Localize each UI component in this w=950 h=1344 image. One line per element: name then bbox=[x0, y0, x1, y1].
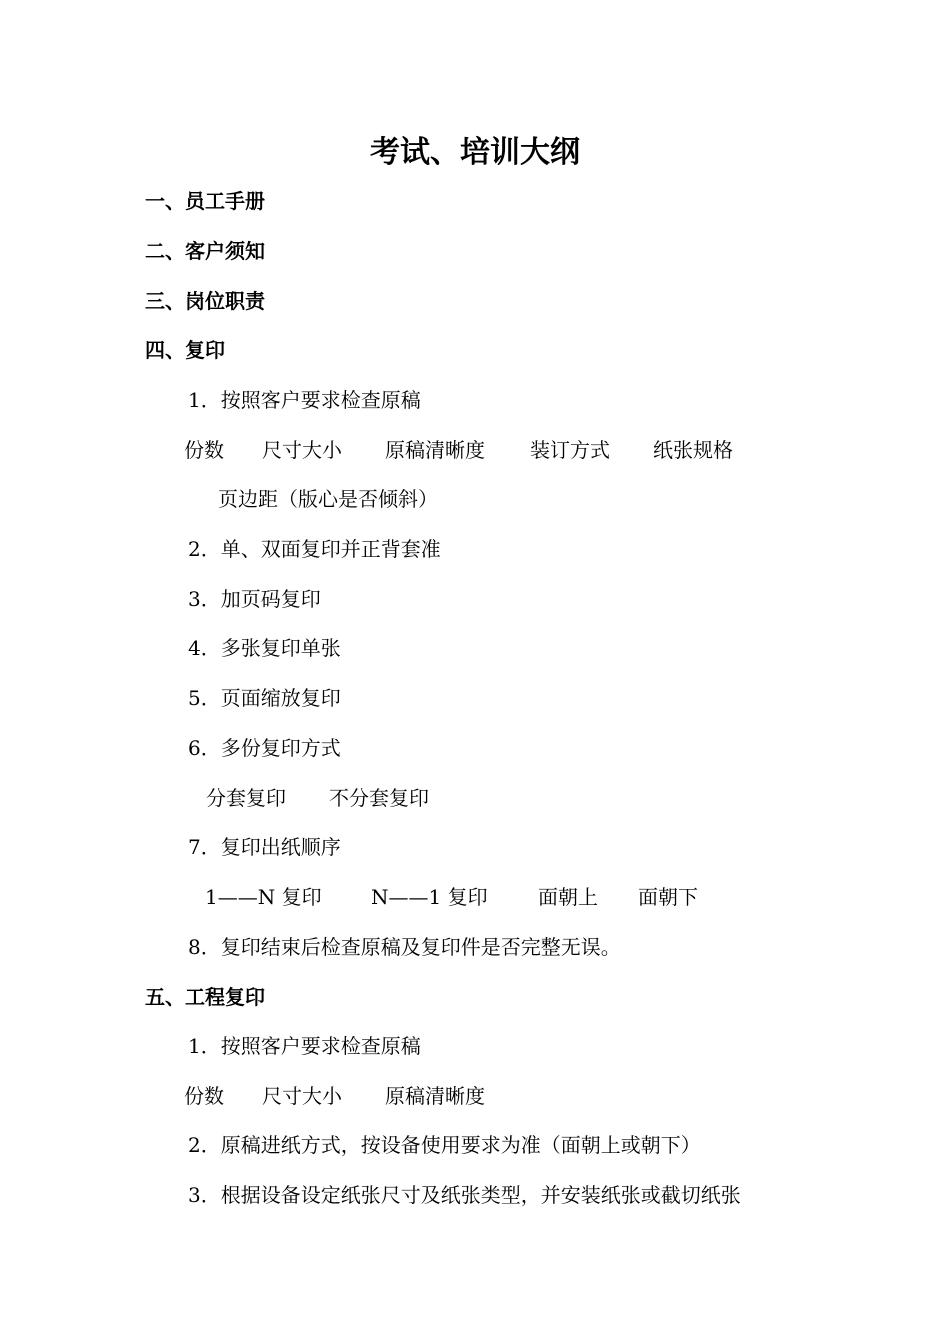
sub-term: 原稿清晰度 bbox=[385, 1084, 485, 1108]
sub-term: N——1 复印 bbox=[371, 885, 488, 909]
section-heading: 四、复印 bbox=[145, 338, 225, 362]
sub-term: 份数 bbox=[184, 1084, 224, 1108]
sub-line bbox=[184, 436, 733, 464]
section-heading: 一、员工手册 bbox=[145, 189, 265, 213]
list-item: 7．复印出纸顺序 bbox=[188, 835, 341, 859]
sub-term: 面朝上 bbox=[538, 885, 598, 909]
sub-term: 分套复印 bbox=[206, 786, 286, 810]
list-item: 3．根据设备设定纸张尺寸及纸张类型，并安装纸张或截切纸张 bbox=[188, 1183, 741, 1207]
list-item: 页边距（版心是否倾斜） bbox=[218, 487, 438, 511]
sub-term: 尺寸大小 bbox=[262, 438, 342, 462]
list-item: 6．多份复印方式 bbox=[188, 736, 341, 760]
list-item: 8．复印结束后检查原稿及复印件是否完整无误。 bbox=[188, 935, 621, 959]
list-item: 3．加页码复印 bbox=[188, 587, 321, 611]
list-item: 5．页面缩放复印 bbox=[188, 686, 341, 710]
list-item: 1．按照客户要求检查原稿 bbox=[188, 1034, 421, 1058]
list-item: 2．原稿进纸方式，按设备使用要求为准（面朝上或朝下） bbox=[188, 1133, 701, 1157]
section-heading: 二、客户须知 bbox=[145, 239, 265, 263]
document-title: 考试、培训大纲 bbox=[370, 135, 580, 170]
sub-term: 面朝下 bbox=[638, 885, 698, 909]
list-item: 4．多张复印单张 bbox=[188, 636, 341, 660]
sub-term: 1——N 复印 bbox=[205, 885, 322, 909]
sub-term: 不分套复印 bbox=[329, 786, 429, 810]
sub-term: 装订方式 bbox=[530, 438, 610, 462]
sub-term: 尺寸大小 bbox=[262, 1084, 342, 1108]
list-item: 2．单、双面复印并正背套准 bbox=[188, 537, 441, 561]
list-item: 1．按照客户要求检查原稿 bbox=[188, 388, 421, 412]
sub-line bbox=[184, 1082, 485, 1110]
section-heading: 五、工程复印 bbox=[145, 985, 265, 1009]
sub-line bbox=[206, 784, 429, 812]
sub-term: 纸张规格 bbox=[653, 438, 733, 462]
section-heading: 三、岗位职责 bbox=[145, 289, 265, 313]
sub-term: 份数 bbox=[184, 438, 224, 462]
sub-term: 原稿清晰度 bbox=[385, 438, 485, 462]
sub-line bbox=[205, 883, 698, 911]
